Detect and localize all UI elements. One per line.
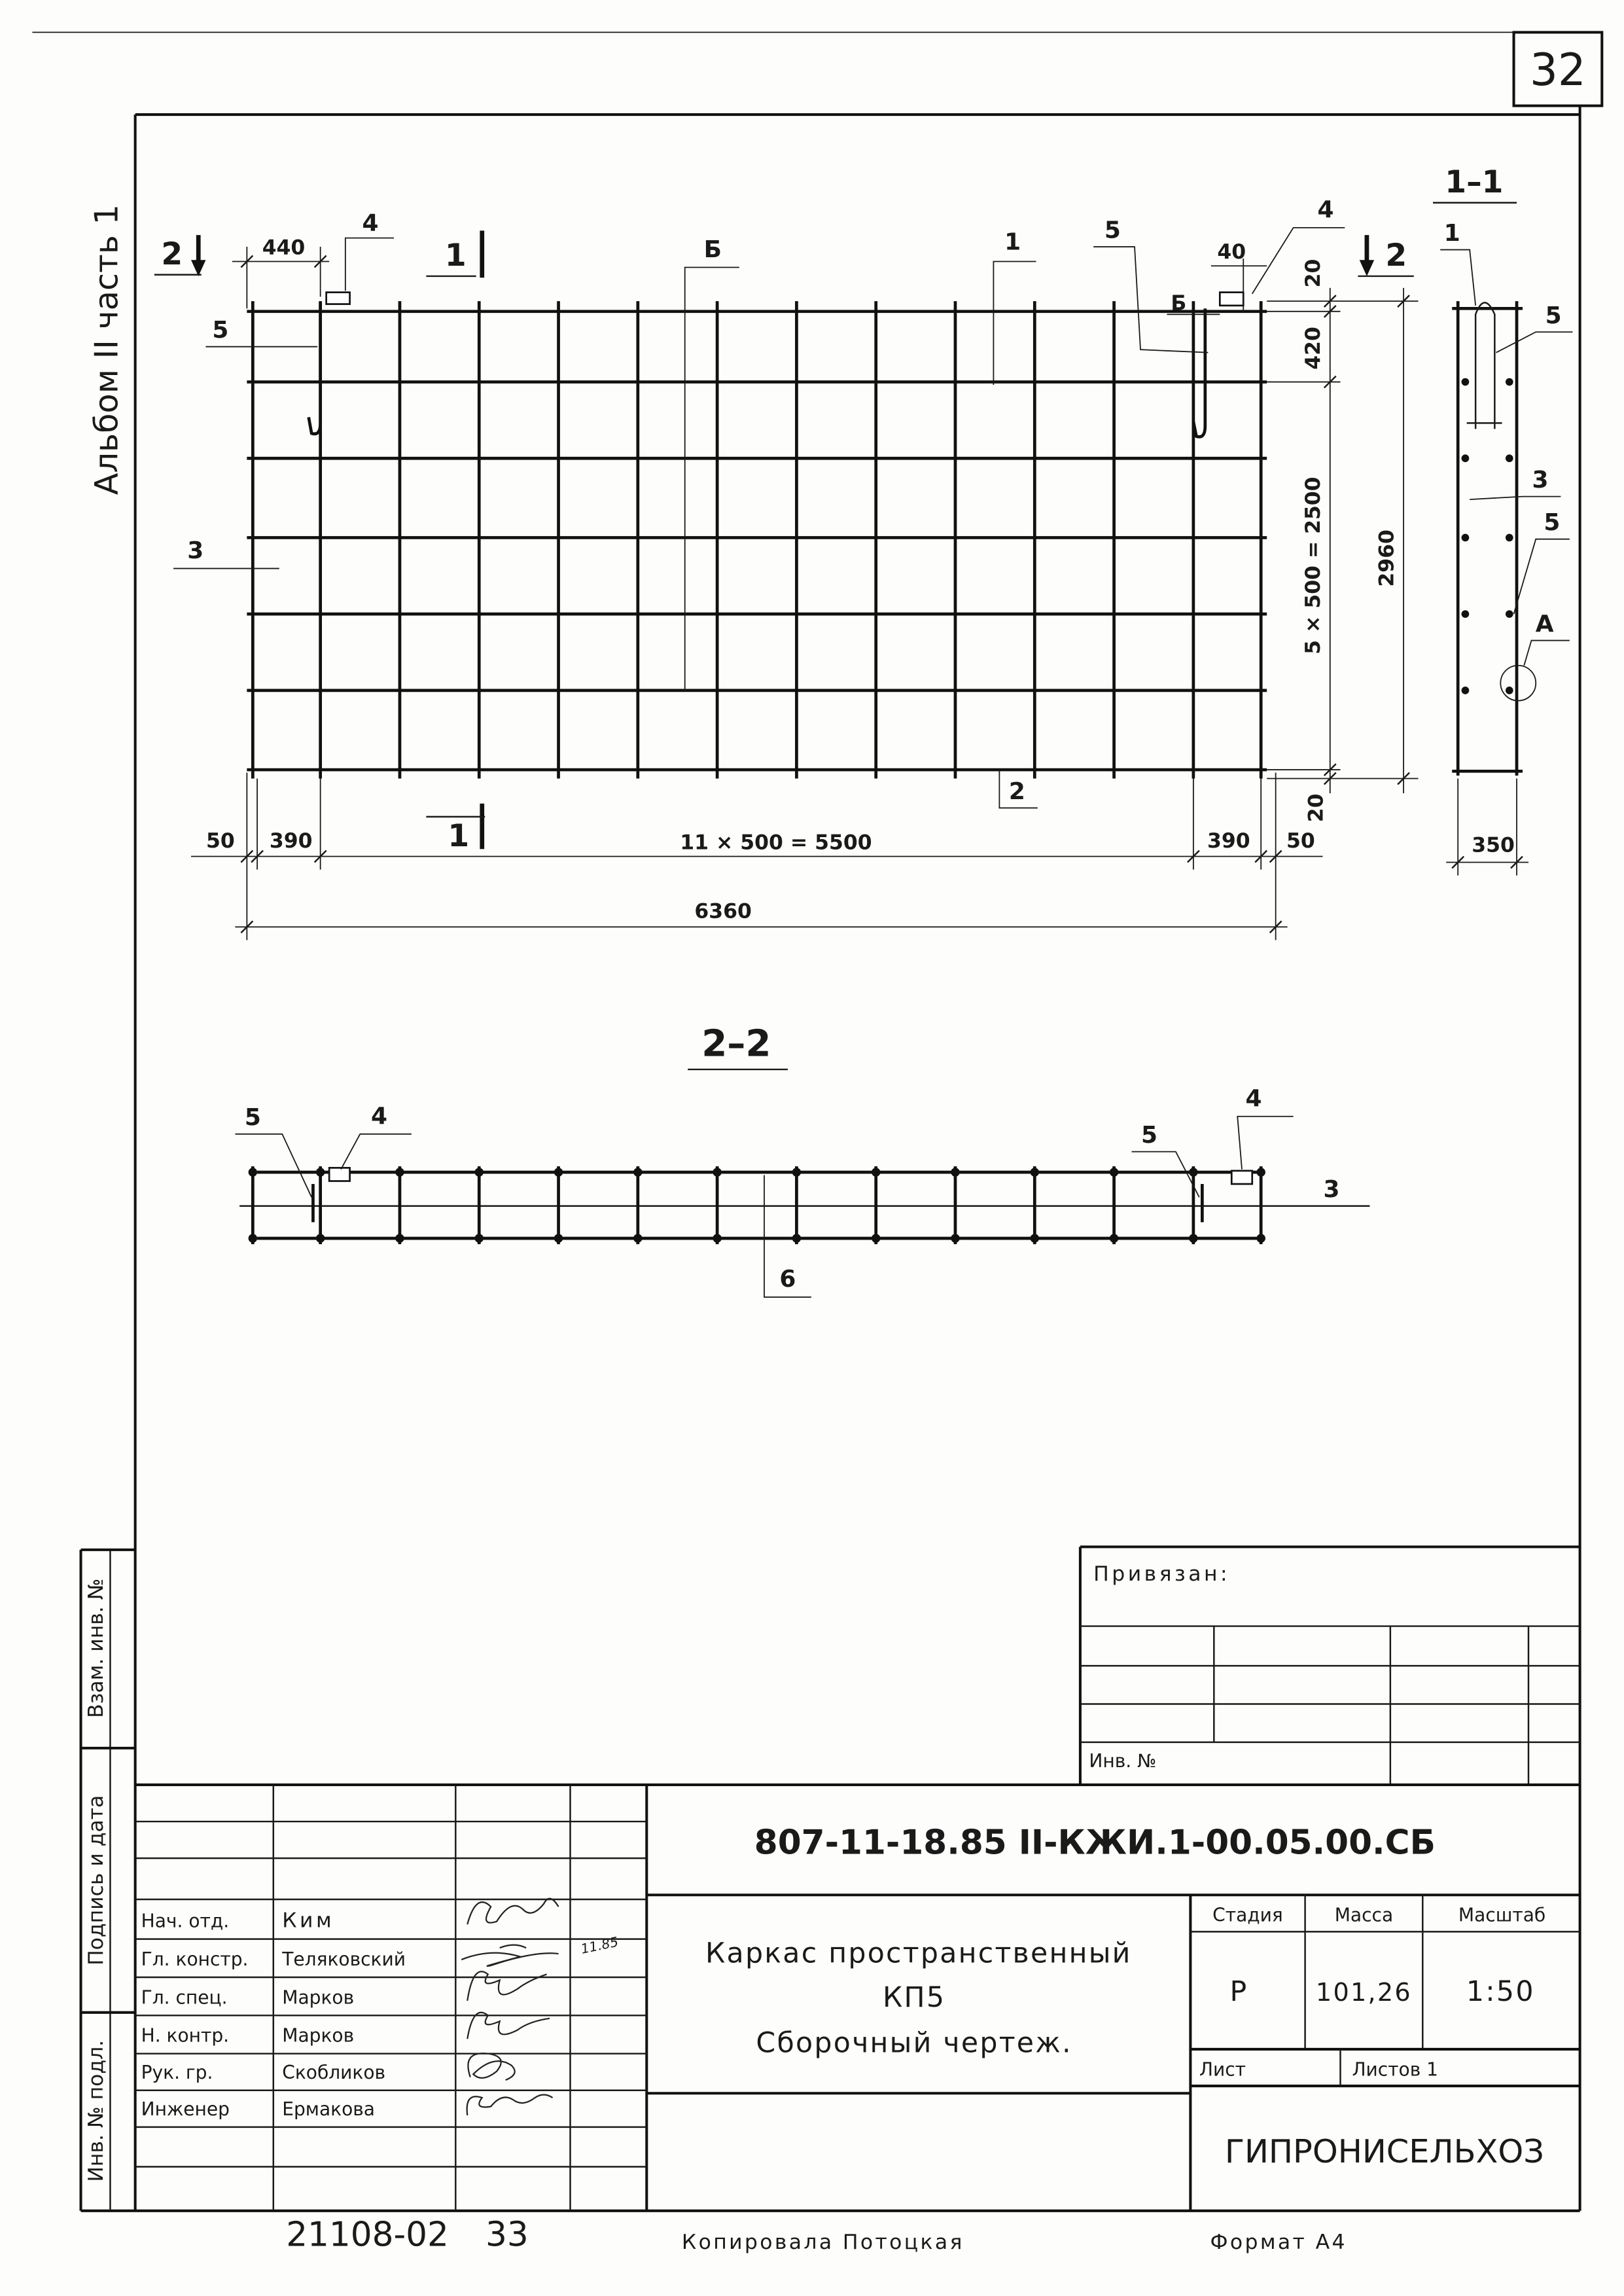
section-2-2-dot xyxy=(633,1234,642,1242)
section-2-2-dot xyxy=(792,1234,801,1242)
section-1-1-hook xyxy=(1475,302,1494,429)
signature-1 xyxy=(467,1899,558,1924)
signature-3 xyxy=(467,1971,546,2001)
section-2-2-dot xyxy=(475,1234,484,1242)
dim-6360-text: 6360 xyxy=(694,899,752,924)
bar-section-dot xyxy=(1506,610,1513,618)
plan-view xyxy=(154,196,1419,940)
bar-section-dot xyxy=(1506,378,1513,386)
section-2-2-leader-5-left-line xyxy=(235,1134,311,1198)
section-2-2-dot xyxy=(395,1168,404,1176)
section-1-1-leader-5-label: 5 xyxy=(1544,509,1561,537)
sheets-label: Листов 1 xyxy=(1352,2058,1439,2081)
binding-label: Привязан: xyxy=(1093,1562,1231,1586)
bar-section-dot xyxy=(1462,687,1470,694)
plan-mesh xyxy=(247,301,1267,778)
section-1-1-leader-1-label: 1 xyxy=(1443,220,1460,247)
sheet-frame xyxy=(32,32,1602,2210)
section-1-1-leader-5-top-line xyxy=(1496,332,1573,352)
title-block xyxy=(135,1785,1580,2211)
dim-390-left-text: 390 xyxy=(269,829,313,853)
stage-value: Р xyxy=(1229,1975,1248,2008)
signature-2 xyxy=(461,1945,558,1966)
section-1-1-leader-5-top-label: 5 xyxy=(1545,302,1562,329)
section-2-2-dot xyxy=(1031,1168,1039,1176)
section-2-2-leader-3-label: 3 xyxy=(1323,1176,1340,1204)
section-2-2-dot xyxy=(1189,1168,1197,1176)
section-2-2-dot xyxy=(1256,1234,1265,1242)
bar-section-dot xyxy=(1462,454,1470,462)
section-1-1-detail-a-line xyxy=(1524,641,1570,666)
section-2-2-leader-4-right-label: 4 xyxy=(1245,1085,1262,1113)
section-2-2-dot xyxy=(792,1168,801,1176)
section-2-right-arrowhead xyxy=(1360,260,1374,276)
section-2-2-title: 2–2 xyxy=(701,1022,771,1066)
staff-name-1: Ким xyxy=(282,1909,335,1933)
mass-header: Масса xyxy=(1334,1904,1394,1926)
leader-3-label: 3 xyxy=(187,537,204,564)
dim-11x500-text: 11 × 500 = 5500 xyxy=(680,831,872,855)
handwritten-date: 11.85 xyxy=(579,1933,620,1957)
sheet-number: 32 xyxy=(1530,44,1586,96)
left-stamp xyxy=(81,1550,135,2211)
staff-role-3: Гл. спец. xyxy=(141,1986,228,2009)
section-2-2-dot xyxy=(1110,1168,1118,1176)
section-2-2-dot xyxy=(713,1234,721,1242)
section-2-2-dot xyxy=(554,1168,563,1176)
binding-inv-no: Инв. № xyxy=(1089,1750,1157,1772)
staff-role-1: Нач. отд. xyxy=(141,1910,230,1932)
scale-value: 1:50 xyxy=(1466,1975,1535,2008)
section-2-2-dot xyxy=(872,1168,880,1176)
section-1-1-leader-1-line xyxy=(1440,250,1475,306)
copied-by: Копировала Потоцкая xyxy=(681,2231,964,2255)
dim-350-text: 350 xyxy=(1472,833,1515,857)
section-2-2-dot xyxy=(316,1234,325,1242)
organization-name: ГИПРОНИСЕЛЬХОЗ xyxy=(1224,2132,1544,2170)
bar-section-dot xyxy=(1506,454,1513,462)
label-b-small: Б xyxy=(1171,291,1187,315)
leader-1-label: 1 xyxy=(1004,228,1021,256)
section-1-1-title: 1–1 xyxy=(1445,164,1504,201)
leader-2-label: 2 xyxy=(1008,778,1025,805)
mass-value: 101,26 xyxy=(1315,1977,1412,2007)
section-2-2-dot xyxy=(1189,1234,1197,1242)
drawing-name-line-3: Сборочный чертеж. xyxy=(756,2026,1072,2060)
section-2-2 xyxy=(235,1023,1369,1297)
staff-name-2: Теляковский xyxy=(282,1948,406,1971)
album-label: Альбом II часть 1 xyxy=(87,204,126,495)
section-1-1-leader-3-label: 3 xyxy=(1532,467,1549,494)
section-2-2-leader-5-right-label: 5 xyxy=(1140,1122,1157,1149)
leader-4-left-label: 4 xyxy=(362,209,379,237)
inventory-number: 21108-02 xyxy=(286,2215,449,2255)
section-2-2-leader-5-right-line xyxy=(1132,1152,1199,1198)
bar-section-dot xyxy=(1462,534,1470,542)
staff-name-3: Марков xyxy=(282,1986,355,2009)
section-2-2-dot xyxy=(395,1234,404,1242)
section-2-2-dot xyxy=(316,1168,325,1176)
dim-420-text: 420 xyxy=(1301,327,1326,370)
sheet-label: Лист xyxy=(1199,2058,1246,2081)
dim-40-text: 40 xyxy=(1217,240,1246,264)
section-2-2-dot xyxy=(249,1234,257,1242)
staff-role-4: Н. контр. xyxy=(141,2024,230,2047)
section-1-top-mark: 1 xyxy=(444,238,467,274)
section-2-2-dot xyxy=(1256,1168,1265,1176)
format-label: Формат А4 xyxy=(1210,2231,1347,2255)
section-2-2-dot xyxy=(951,1168,959,1176)
dim-50-right-text: 50 xyxy=(1286,829,1315,853)
scale-header: Масштаб xyxy=(1458,1904,1546,1926)
leader-4-right-line xyxy=(1252,228,1345,294)
staff-name-6: Ермакова xyxy=(282,2098,376,2120)
binding-block xyxy=(1080,1547,1580,1785)
section-1-1 xyxy=(1433,164,1572,876)
section-2-2-dot xyxy=(554,1234,563,1242)
dim-2960-text: 2960 xyxy=(1375,529,1399,587)
section-1-1-leader-5-line xyxy=(1514,539,1570,614)
staff-role-2: Гл. констр. xyxy=(141,1948,249,1971)
section-1-1-detail-a-label: А xyxy=(1535,611,1554,638)
bar-section-dot xyxy=(1462,610,1470,618)
staff-name-5: Скобликов xyxy=(282,2061,386,2083)
staff-name-4: Марков xyxy=(282,2024,355,2047)
staff-role-5: Рук. гр. xyxy=(141,2061,213,2083)
plate-right xyxy=(1220,293,1243,306)
section-2-2-dot xyxy=(475,1168,484,1176)
leader-1-line xyxy=(993,262,1036,386)
section-2-2-leader-6-label: 6 xyxy=(779,1266,796,1293)
dim-5x500-text: 5 × 500 = 2500 xyxy=(1301,476,1326,655)
replace-inv-label: Взам. инв. № xyxy=(84,1578,109,1718)
section-2-2-dot xyxy=(872,1234,880,1242)
dim-20-top-text: 20 xyxy=(1301,259,1326,288)
leader-5-left-label: 5 xyxy=(212,317,229,344)
signature-date-label: Подпись и дата xyxy=(84,1795,109,1965)
bar-section-dot xyxy=(1506,687,1513,694)
section-2-2-plate-right xyxy=(1231,1171,1252,1184)
leader-4-left-line xyxy=(345,238,394,291)
leader-b-top-label: Б xyxy=(703,236,722,263)
signature-6 xyxy=(467,2095,553,2115)
signature-4 xyxy=(467,2013,550,2039)
section-2-2-dot xyxy=(249,1168,257,1176)
section-2-left-mark: 2 xyxy=(161,236,183,272)
section-2-right-mark: 2 xyxy=(1385,238,1407,274)
section-2-2-leader-4-right-line xyxy=(1237,1117,1293,1170)
signature-5 xyxy=(468,2053,514,2080)
section-2-left-arrowhead xyxy=(191,260,205,276)
section-2-2-plate-left xyxy=(329,1168,349,1181)
stage-header: Стадия xyxy=(1212,1904,1283,1926)
drawing-name-line-1: Каркас пространственный xyxy=(705,1937,1132,1970)
section-2-2-dot xyxy=(951,1234,959,1242)
dim-50-left-text: 50 xyxy=(206,829,235,853)
hook-left xyxy=(309,302,321,434)
section-2-2-dot xyxy=(1110,1234,1118,1242)
hook-right xyxy=(1193,308,1205,437)
section-2-2-leader-4-left-label: 4 xyxy=(371,1102,388,1130)
staff-role-6: Инженер xyxy=(141,2098,230,2120)
section-2-2-dot xyxy=(633,1168,642,1176)
dim-20-bottom-text: 20 xyxy=(1304,793,1328,823)
bar-section-dot xyxy=(1462,378,1470,386)
plate-left xyxy=(327,293,350,304)
section-2-2-leader-4-left-line xyxy=(341,1134,412,1170)
document-code: 807-11-18.85 II-КЖИ.1-00.05.00.СБ xyxy=(754,1823,1436,1863)
section-1-1-dots xyxy=(1462,378,1513,694)
section-1-bottom-mark: 1 xyxy=(448,817,470,854)
section-2-2-leader-5-left-label: 5 xyxy=(244,1104,261,1132)
bar-section-dot xyxy=(1506,534,1513,542)
drawing-name-line-2: КП5 xyxy=(882,1981,946,2014)
dim-440-text: 440 xyxy=(262,236,306,260)
leader-4-right-label: 4 xyxy=(1317,196,1334,224)
section-2-2-dot xyxy=(1031,1234,1039,1242)
footer xyxy=(286,2215,1347,2255)
dim-390-right-text: 390 xyxy=(1207,829,1250,853)
section-2-2-dot xyxy=(713,1168,721,1176)
page-number: 33 xyxy=(485,2215,529,2255)
leader-5-right-line xyxy=(1093,247,1208,353)
leader-5-right-label: 5 xyxy=(1104,217,1121,244)
orig-inv-label: Инв. № подл. xyxy=(84,2039,109,2182)
leader-b-top-line xyxy=(685,267,739,690)
